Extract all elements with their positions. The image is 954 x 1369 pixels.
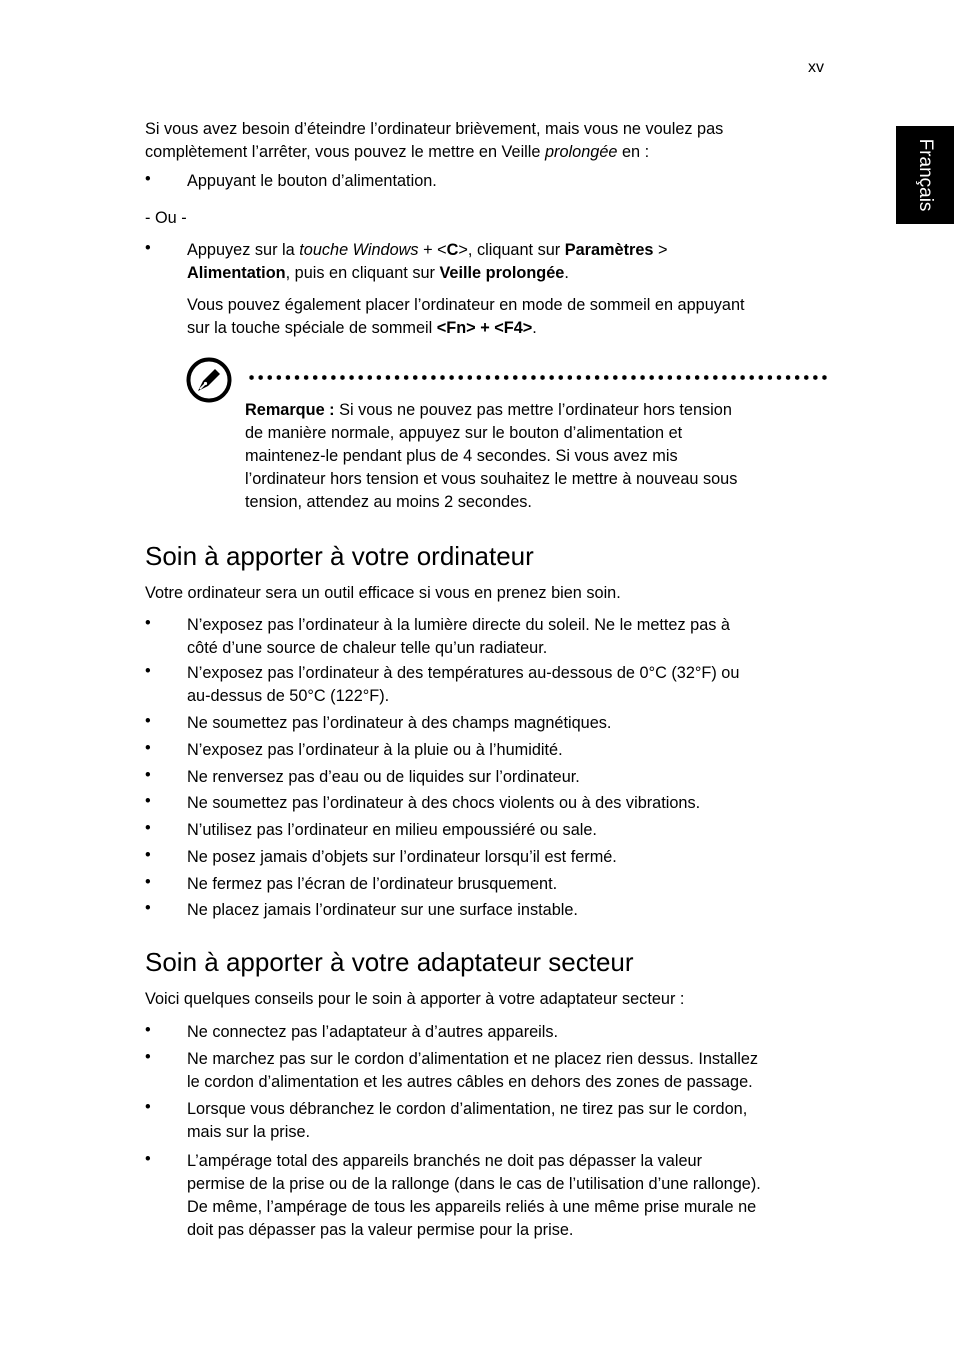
note-pen-icon: [186, 357, 232, 403]
text-run: , puis en cliquant sur: [285, 264, 440, 282]
text-run: >, cliquant sur: [458, 241, 565, 259]
text-run: >: [653, 241, 668, 259]
section-adapter-care-title: Soin à apporter à votre adaptateur secteur: [145, 947, 634, 977]
list-item-line: côté d’une source de chaleur telle qu’un radiateur.: [187, 639, 548, 657]
bullet-windows-key: [187, 239, 837, 285]
note-divider: [247, 375, 831, 380]
language-tab-label: Français: [915, 138, 936, 212]
list-item-line: Ne marchez pas sur le cordon d’alimentation et ne placez rien dessus. Installez: [187, 1050, 759, 1068]
list-item-line: N’exposez pas l’ordinateur à la lumière directe du soleil. Ne le mettez pas à: [187, 616, 730, 634]
list-item-line: Ne soumettez pas l’ordinateur à des chocs violents ou à des vibrations.: [187, 794, 701, 812]
list-item: [187, 614, 837, 660]
list-item-line: N’utilisez pas l’ordinateur en milieu empoussiéré ou sale.: [187, 821, 597, 839]
list-item-line: N’exposez pas l’ordinateur à des températures au-dessous de 0°C (32°F) ou: [187, 664, 740, 682]
list-item-line: Lorsque vous débranchez le cordon d’alimentation, ne tirez pas sur le cordon,: [187, 1100, 748, 1118]
list-item: [187, 766, 837, 789]
note-line: l’ordinateur hors tension et vous souhaitez le mettre à nouveau sous: [245, 470, 738, 488]
list-item: [187, 1048, 837, 1094]
bullet-marker: •: [145, 614, 151, 632]
bullet-marker: •: [145, 1021, 151, 1039]
bullet-marker: •: [145, 846, 151, 864]
list-item: [187, 792, 837, 815]
list-item-line: De même, l’ampérage de tous les appareils reliés à une même prise murale ne: [187, 1198, 757, 1216]
list-item: [187, 819, 837, 842]
language-tab: [896, 126, 954, 224]
text-run: + <: [418, 241, 447, 259]
bullet-marker: •: [145, 899, 151, 917]
page-number: xv: [808, 59, 824, 76]
list-item-line: Ne placez jamais l’ordinateur sur une surface instable.: [187, 901, 578, 919]
list-item: [187, 1021, 837, 1044]
list-item: [187, 846, 837, 869]
text-run: Veille prolongée: [439, 264, 565, 282]
intro-line-2-end: en :: [617, 143, 650, 161]
sleep-paragraph: [187, 294, 837, 340]
intro-paragraph: [145, 118, 835, 164]
section-computer-care-intro: Votre ordinateur sera un outil efficace si vous en prenez bien soin.: [145, 584, 621, 602]
list-item: [187, 739, 837, 762]
text-run: Alimentation: [187, 264, 286, 282]
text-run: Paramètres: [564, 241, 654, 259]
list-item: [187, 662, 837, 708]
sleep-line-1: Vous pouvez également placer l’ordinateur en mode de sommeil en appuyant: [187, 296, 745, 314]
list-item-line: N’exposez pas l’ordinateur à la pluie ou à l’humidité.: [187, 741, 563, 759]
sleep-line-2-end: .: [532, 319, 537, 337]
list-item: [187, 873, 837, 896]
note-label: Remarque :: [245, 401, 335, 419]
text-run: Appuyez sur la: [187, 241, 300, 259]
section-adapter-care-intro: Voici quelques conseils pour le soin à apporter à votre adaptateur secteur :: [145, 990, 685, 1008]
bullet-marker: •: [145, 662, 151, 680]
bullet-marker: •: [145, 819, 151, 837]
list-item-line: mais sur la prise.: [187, 1123, 311, 1141]
section-computer-care-title: Soin à apporter à votre ordinateur: [145, 541, 534, 571]
list-item-line: au-dessus de 50°C (122°F).: [187, 687, 390, 705]
list-item-line: permise de la prise ou de la rallonge (dans le cas de l’utilisation d’une rallonge).: [187, 1175, 761, 1193]
bullet-marker: •: [145, 239, 151, 257]
bullet-power-button: Appuyant le bouton d’alimentation.: [187, 172, 437, 190]
list-item-line: Ne renversez pas d’eau ou de liquides sur l’ordinateur.: [187, 768, 580, 786]
list-item-line: Ne soumettez pas l’ordinateur à des champs magnétiques.: [187, 714, 612, 732]
list-item: [187, 1098, 837, 1144]
bullet-marker: •: [145, 170, 151, 188]
bullet-marker: •: [145, 1048, 151, 1066]
bullet-marker: •: [145, 739, 151, 757]
bullet-marker: •: [145, 712, 151, 730]
text-run: C: [446, 241, 459, 259]
list-item-line: Ne fermez pas l’écran de l’ordinateur brusquement.: [187, 875, 558, 893]
note-line: tension, attendez au moins 2 secondes.: [245, 493, 532, 511]
list-item-line: doit pas dépasser pas la valeur permise pour la prise.: [187, 1221, 574, 1239]
list-item-line: le cordon d’alimentation et les autres câbles en dehors des zones de passage.: [187, 1073, 753, 1091]
bullet-marker: •: [145, 873, 151, 891]
list-item: [187, 1150, 837, 1242]
note-line: de manière normale, appuyez sur le bouton d’alimentation et: [245, 424, 683, 442]
text-run: touche Windows: [299, 241, 419, 259]
sleep-line-2: sur la touche spéciale de sommeil: [187, 319, 437, 337]
intro-line-2: complètement l’arrêter, vous pouvez le mettre en Veille: [145, 143, 545, 161]
sleep-shortcut: <Fn> + <F4>: [436, 319, 533, 337]
bullet-marker: •: [145, 1098, 151, 1116]
list-item-line: Ne connectez pas l’adaptateur à d’autres appareils.: [187, 1023, 559, 1041]
bullet-marker: •: [145, 792, 151, 810]
or-separator: - Ou -: [145, 209, 187, 227]
list-item: [187, 899, 837, 922]
intro-emphasis: prolongée: [545, 143, 618, 161]
note-line: maintenez-le pendant plus de 4 secondes. Si vous avez mis: [245, 447, 678, 465]
bullet-marker: •: [145, 1150, 151, 1168]
list-item-line: Ne posez jamais d’objets sur l’ordinateur lorsqu’il est fermé.: [187, 848, 617, 866]
text-run: .: [564, 264, 569, 282]
list-item: [187, 712, 837, 735]
intro-line-1: Si vous avez besoin d’éteindre l’ordinateur brièvement, mais vous ne voulez pas: [145, 120, 724, 138]
note-text: [245, 399, 825, 514]
list-item-line: L’ampérage total des appareils branchés ne doit pas dépasser la valeur: [187, 1152, 702, 1170]
note-line: Si vous ne pouvez pas mettre l’ordinateur hors tension: [334, 401, 732, 419]
bullet-marker: •: [145, 766, 151, 784]
